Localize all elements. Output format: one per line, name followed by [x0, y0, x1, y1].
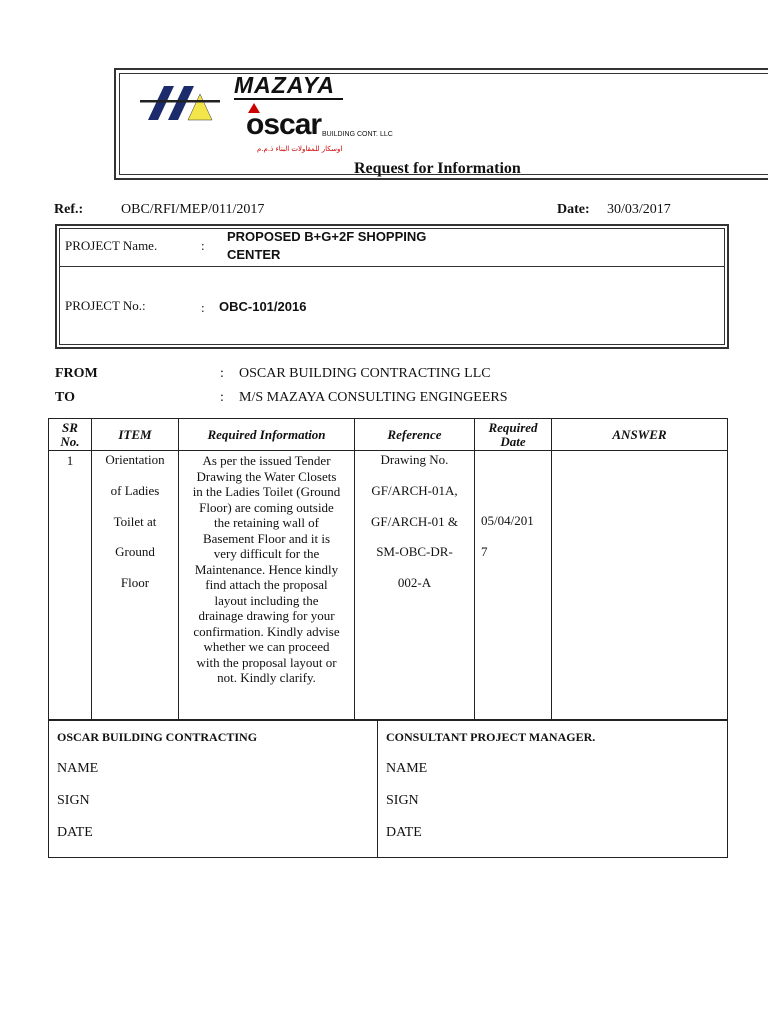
project-name-line2: CENTER [227, 247, 281, 262]
header-required-date-line1: Required [488, 419, 538, 435]
oscar-logo-text: oscar [246, 108, 322, 141]
project-box-divider [60, 266, 724, 267]
header-required-info: Required Information [179, 419, 355, 451]
header-required-date [475, 419, 552, 451]
project-no-value: OBC-101/2016 [219, 299, 307, 314]
info-line: confirmation. Kindly advise [193, 623, 340, 639]
info-line: layout including the [214, 592, 319, 608]
signature-row [49, 720, 728, 858]
cell-required-date [475, 451, 552, 721]
item-line: Orientation [105, 452, 165, 467]
date-label: Date: [557, 202, 590, 217]
consultant-sign-label: SIGN [386, 793, 419, 808]
item-line: Toilet at [113, 513, 157, 529]
to-value: M/S MAZAYA CONSULTING ENGINGEERS [239, 390, 508, 405]
consultant-signature-block [378, 720, 728, 858]
info-line: with the proposal layout or [196, 654, 337, 670]
to-colon: : [220, 390, 224, 405]
project-no-colon: : [201, 300, 205, 315]
to-label: TO [55, 390, 75, 405]
reference-line: GF/ARCH-01 & [370, 513, 459, 529]
project-name-colon: : [201, 238, 205, 253]
header-answer: ANSWER [552, 419, 728, 451]
rfi-table [48, 418, 728, 721]
header-required-date-line2: Date [500, 433, 526, 449]
required-info-text [179, 453, 354, 686]
contractor-heading: OSCAR BUILDING CONTRACTING [57, 730, 258, 744]
document-title: Request for Information [354, 160, 521, 177]
info-line: very difficult for the [213, 546, 320, 561]
info-line: find attach the proposal [205, 577, 328, 592]
contractor-sign-label: SIGN [57, 793, 90, 808]
info-line: not. Kindly clarify. [217, 670, 316, 685]
contractor-date-label: DATE [57, 825, 93, 840]
contractor-name-label: NAME [57, 761, 99, 776]
reference-text [355, 445, 474, 599]
info-line: As per the issued Tender [202, 453, 331, 468]
info-line: Basement Floor and it is [202, 530, 331, 546]
info-line: in the Ladies Toilet (Ground [192, 484, 341, 499]
header-sr [49, 419, 92, 451]
item-line: of Ladies [110, 482, 160, 498]
item-text [92, 445, 178, 599]
ref-value: OBC/RFI/MEP/011/2017 [121, 202, 265, 217]
mazaya-logo-icon [134, 80, 224, 122]
info-line: drainage drawing for your [198, 608, 335, 623]
cell-sr [49, 451, 92, 721]
from-value: OSCAR BUILDING CONTRACTING LLC [239, 366, 491, 381]
cell-item [92, 451, 179, 721]
oscar-logo-arabic: اوسكار للمقاولات البناء ذ.م.م [257, 145, 343, 153]
cell-answer[interactable] [552, 451, 728, 721]
table-row [49, 451, 728, 721]
info-line: Floor) are coming outside [199, 499, 334, 515]
required-date-text [475, 506, 551, 568]
info-line: Drawing the Water Closets [196, 468, 337, 484]
header-sr-line2: No. [60, 433, 80, 449]
from-colon: : [220, 366, 224, 381]
project-name-value [227, 228, 426, 264]
company-name: MAZAYA [234, 72, 343, 100]
date-value: 30/03/2017 [607, 202, 671, 217]
oscar-logo-subtitle: BUILDING CONT. LLC [322, 131, 393, 138]
signature-table [48, 719, 728, 858]
cell-reference [355, 451, 475, 721]
reference-line: GF/ARCH-01A, [371, 482, 458, 498]
reference-line: SM-OBC-DR- [376, 544, 453, 560]
consultant-date-label: DATE [386, 825, 422, 840]
header-sr-line1: SR [62, 419, 78, 435]
reference-line: Drawing No. [380, 452, 449, 467]
reference-line: 002-A [397, 575, 432, 591]
required-date-line1: 05/04/201 [481, 513, 534, 528]
project-name-line1: PROPOSED B+G+2F SHOPPING [227, 229, 427, 244]
consultant-heading: CONSULTANT PROJECT MANAGER. [386, 730, 596, 744]
project-no-label: PROJECT No.: [65, 298, 146, 313]
project-name-label: PROJECT Name. [65, 238, 158, 253]
item-line: Floor [120, 575, 150, 591]
contractor-signature-block [49, 720, 378, 858]
info-line: whether we can proceed [203, 639, 330, 654]
info-line: Maintenance. Hence kindly [194, 561, 339, 577]
sr-value: 1 [66, 453, 74, 468]
required-date-line2: 7 [481, 543, 488, 559]
from-label: FROM [55, 366, 98, 381]
info-line: the retaining wall of [213, 515, 320, 530]
item-line: Ground [115, 544, 155, 560]
consultant-name-label: NAME [386, 761, 428, 776]
cell-required-info [179, 451, 355, 721]
header-reference: Reference [355, 419, 475, 451]
ref-label: Ref.: [54, 202, 84, 217]
header-item: ITEM [92, 419, 179, 451]
